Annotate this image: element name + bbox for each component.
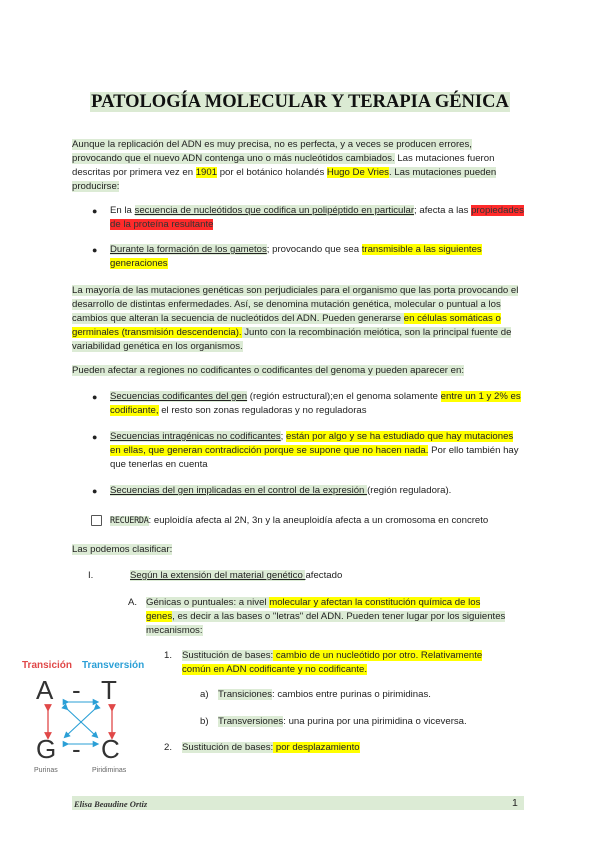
page-title-text: PATOLOGÍA MOLECULAR Y TERAPIA GÉNICA [91, 92, 509, 112]
section-text: afectado [305, 570, 343, 581]
purinas-label: Purinas [34, 767, 58, 774]
item-2 [182, 741, 512, 755]
recuerda-label: RECUERDA [110, 516, 149, 526]
item-1 [182, 649, 512, 677]
page-title [0, 91, 600, 113]
para-highlight: Pueden afectar a regiones no codificantes o codificantes del genoma y pueden aparecer en: [72, 365, 465, 376]
section-a-text: : a nivel [233, 597, 270, 608]
bullet-text: ; provocando que sea [266, 244, 362, 255]
bullet-item [110, 243, 525, 271]
item-b [218, 715, 518, 729]
transicion-label: Transición [22, 660, 73, 671]
section-marker: I. [88, 570, 94, 581]
intro-text-2: por el botánico holandés [217, 167, 327, 178]
bullet-item [110, 390, 525, 418]
mutations-paragraph [72, 284, 524, 354]
bullet-item [110, 430, 525, 472]
bullet-underline: Secuencias intragénicas no codificantes [110, 431, 281, 442]
para-highlight: La mayoría de las mutaciones genéticas son perjudiciales para el organismo que las porta provocando el desarrollo de distintas enfermedades. Así, se denomina mutación genética, molecular o puntual a los cambios que alteran la secuencia de nucleótidos del ADN. Pueden generarse [72, 285, 519, 324]
item-term: Transversiones [218, 716, 284, 727]
intro-paragraph [72, 138, 524, 194]
page-number: 1 [512, 797, 518, 809]
bullet-underline: Secuencias codificantes del gen [110, 391, 248, 402]
item-highlight: por desplazamiento [273, 742, 360, 753]
bullet-highlight: están por algo y se ha estudiado que hay mutaciones en ellas, que generan contradicción porque se supone que no hacen nada. [110, 431, 514, 456]
item-text: : una purina por una pirimidina o viceversa. [283, 716, 467, 727]
recuerda-item [110, 514, 525, 528]
bullet-highlight: transmisible a las siguientes generaciones [110, 244, 482, 269]
section-a-term: Génicas o puntuales [146, 597, 234, 608]
item-marker: a) [200, 689, 209, 700]
item-highlight: cambio de un nucleótido por otro. Relativamente común en ADN codificante y no codificante. [182, 650, 483, 675]
intro-year: 1901 [195, 167, 218, 178]
recuerda-text: : euploidía afecta al 2N, 3n y la aneuploidía afecta a un cromosoma en concreto [148, 515, 489, 526]
item-marker: b) [200, 716, 209, 727]
item-term: Sustitución de bases: [182, 650, 274, 661]
dash-bottom: - [72, 734, 81, 764]
subsection-marker: A. [128, 597, 138, 608]
section-a-tail: , es decir a las bases o "letras" del ADN. Pueden tener lugar por los siguientes mecanismos: [146, 611, 506, 636]
bullet-highlight: entre un 1 y 2% es codificante, [110, 391, 521, 416]
base-c: C [101, 734, 120, 764]
bullet-text: En la [110, 205, 135, 216]
item-term: Transiciones [218, 689, 273, 700]
transversion-label: Transversión [82, 660, 145, 671]
item-a [218, 688, 518, 702]
classify-heading [72, 543, 524, 557]
bullet-red-highlight: propiedades de la proteína resultante [110, 205, 524, 230]
bullet-dot: ● [92, 245, 98, 255]
base-g: G [36, 734, 57, 764]
bullet-underline: Secuencias del gen implicadas en el control de la expresión [110, 485, 368, 496]
item-marker: 2. [164, 742, 173, 753]
bullet-text: Por ello también hay que tenerlas en cuenta [110, 445, 519, 470]
bullet-underline: Durante la formación de los gametos [110, 244, 267, 255]
bullet-dot: ● [92, 206, 98, 216]
classify-text: Las podemos clasificar: [72, 544, 173, 555]
regions-paragraph [72, 364, 524, 378]
section-a-highlight: molecular y afectan la constitución química de los genes [146, 597, 481, 622]
bullet-item [110, 484, 525, 498]
bullet-text: ; [280, 431, 287, 442]
bullet-item [110, 204, 525, 232]
bullet-dot: ● [92, 486, 98, 496]
footer-author: Elisa Beaudine Ortiz [74, 799, 148, 809]
para-tail: Junto con la recombinación meiótica, son la principal fuente de variabilidad genética en los organismos. [72, 327, 512, 352]
section-i [130, 569, 525, 583]
bullet-underline: secuencia de nucleótidos que codifica un polipéptido en particular [134, 205, 415, 216]
base-a: A [36, 675, 54, 705]
bullet-text: (región reguladora). [367, 485, 452, 496]
dash-top: - [72, 675, 81, 705]
para-yellow: en células somáticas o germinales (transmisión descendencia). [72, 313, 501, 338]
bullet-text: el resto son zonas reguladoras y no reguladoras [158, 405, 367, 416]
item-marker: 1. [164, 650, 173, 661]
bullet-text: (región estructural);en el genoma solamente [247, 391, 441, 402]
intro-text: Las mutaciones fueron descritas por primera vez en [72, 153, 495, 178]
bullet-dot: ● [92, 432, 98, 442]
intro-name: Hugo De Vries [326, 167, 389, 178]
bullet-text: ; afecta a las [414, 205, 472, 216]
section-underline: Según la extensión del material genético [130, 570, 306, 581]
pirimidinas-label: Piridiminas [92, 767, 127, 774]
base-t: T [101, 675, 117, 705]
intro-tail: . Las mutaciones pueden producirse: [72, 167, 497, 192]
bullet-dot: ● [92, 392, 98, 402]
item-term: Sustitución de bases: [182, 742, 274, 753]
item-text: : cambios entre purinas o pirimidinas. [272, 689, 431, 700]
recuerda-checkbox[interactable] [91, 515, 102, 526]
section-a [146, 596, 506, 638]
intro-highlight: Aunque la replicación del ADN es muy precisa, no es perfecta, y a veces se producen errores, provocando que el nuevo ADN contenga uno o más nucleótidos cambiados. [72, 139, 472, 164]
